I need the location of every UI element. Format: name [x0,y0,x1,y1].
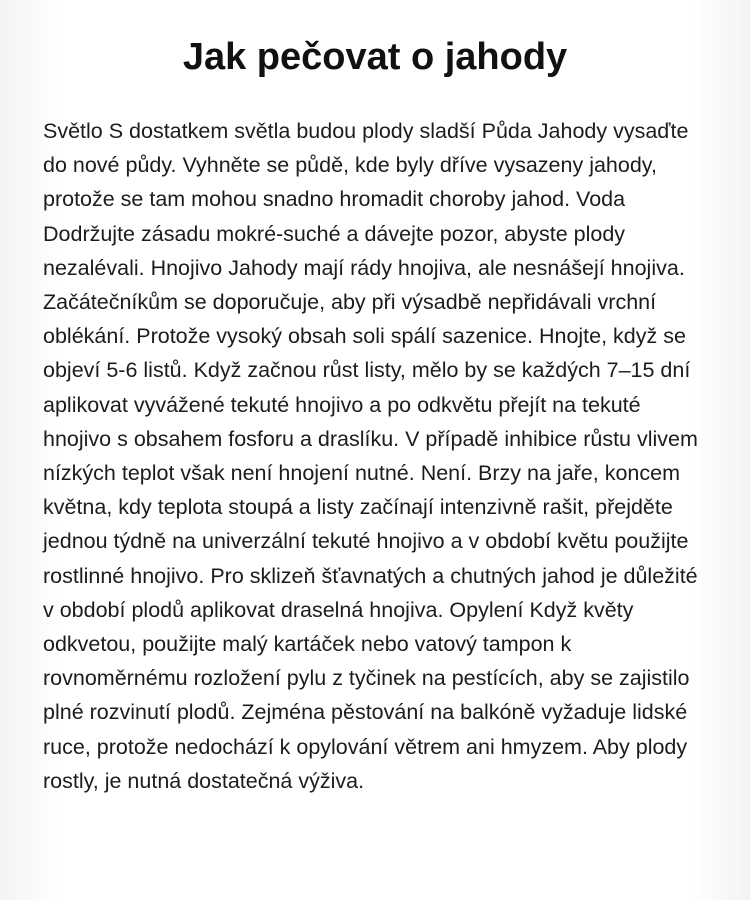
article-body: Světlo S dostatkem světla budou plody sladší Půda Jahody vysaďte do nové půdy. Vyhněte se půdě, kde byly dříve vysazeny jahody, protože se tam mohou snadno hromadit choroby jahod. Voda Dodržujte zásadu mokré-suché a dávejte pozor, abyste plody nezalévali. Hnojivo Jahody mají rády hnojiva, ale nesnášejí hnojiva. Začátečníkům se doporučuje, aby při výsadbě nepřidávali vrchní oblékání. Protože vysoký obsah soli spálí sazenice. Hnojte, když se objeví 5-6 listů. Když začnou růst listy, mělo by se každých 7–15 dní aplikovat vyvážené tekuté hnojivo a po odkvětu přejít na tekuté hnojivo s obsahem fosforu a draslíku. V případě inhibice růstu vlivem nízkých teplot však není hnojení nutné. Není. Brzy na jaře, koncem května, kdy teplota stoupá a listy začínají intenzivně rašit, přejděte jednou týdně na univerzální tekuté hnojivo a v období květu použijte rostlinné hnojivo. Pro sklizeň šťavnatých a chutných jahod je důležité v období plodů aplikovat draselná hnojiva. Opylení Když květy odkvetou, použijte malý kartáček nebo vatový tampon k rovnoměrnému rozložení pylu z tyčinek na pestících, aby se zajistilo plné rozvinutí plodů. Zejména pěstování na balkóně vyžaduje lidské ruce, protože nedochází k opylování větrem ani hmyzem. Aby plody rostly, je nutná dostatečná výživa. [43,119,698,793]
page-title: Jak pečovat o jahody [182,36,568,78]
